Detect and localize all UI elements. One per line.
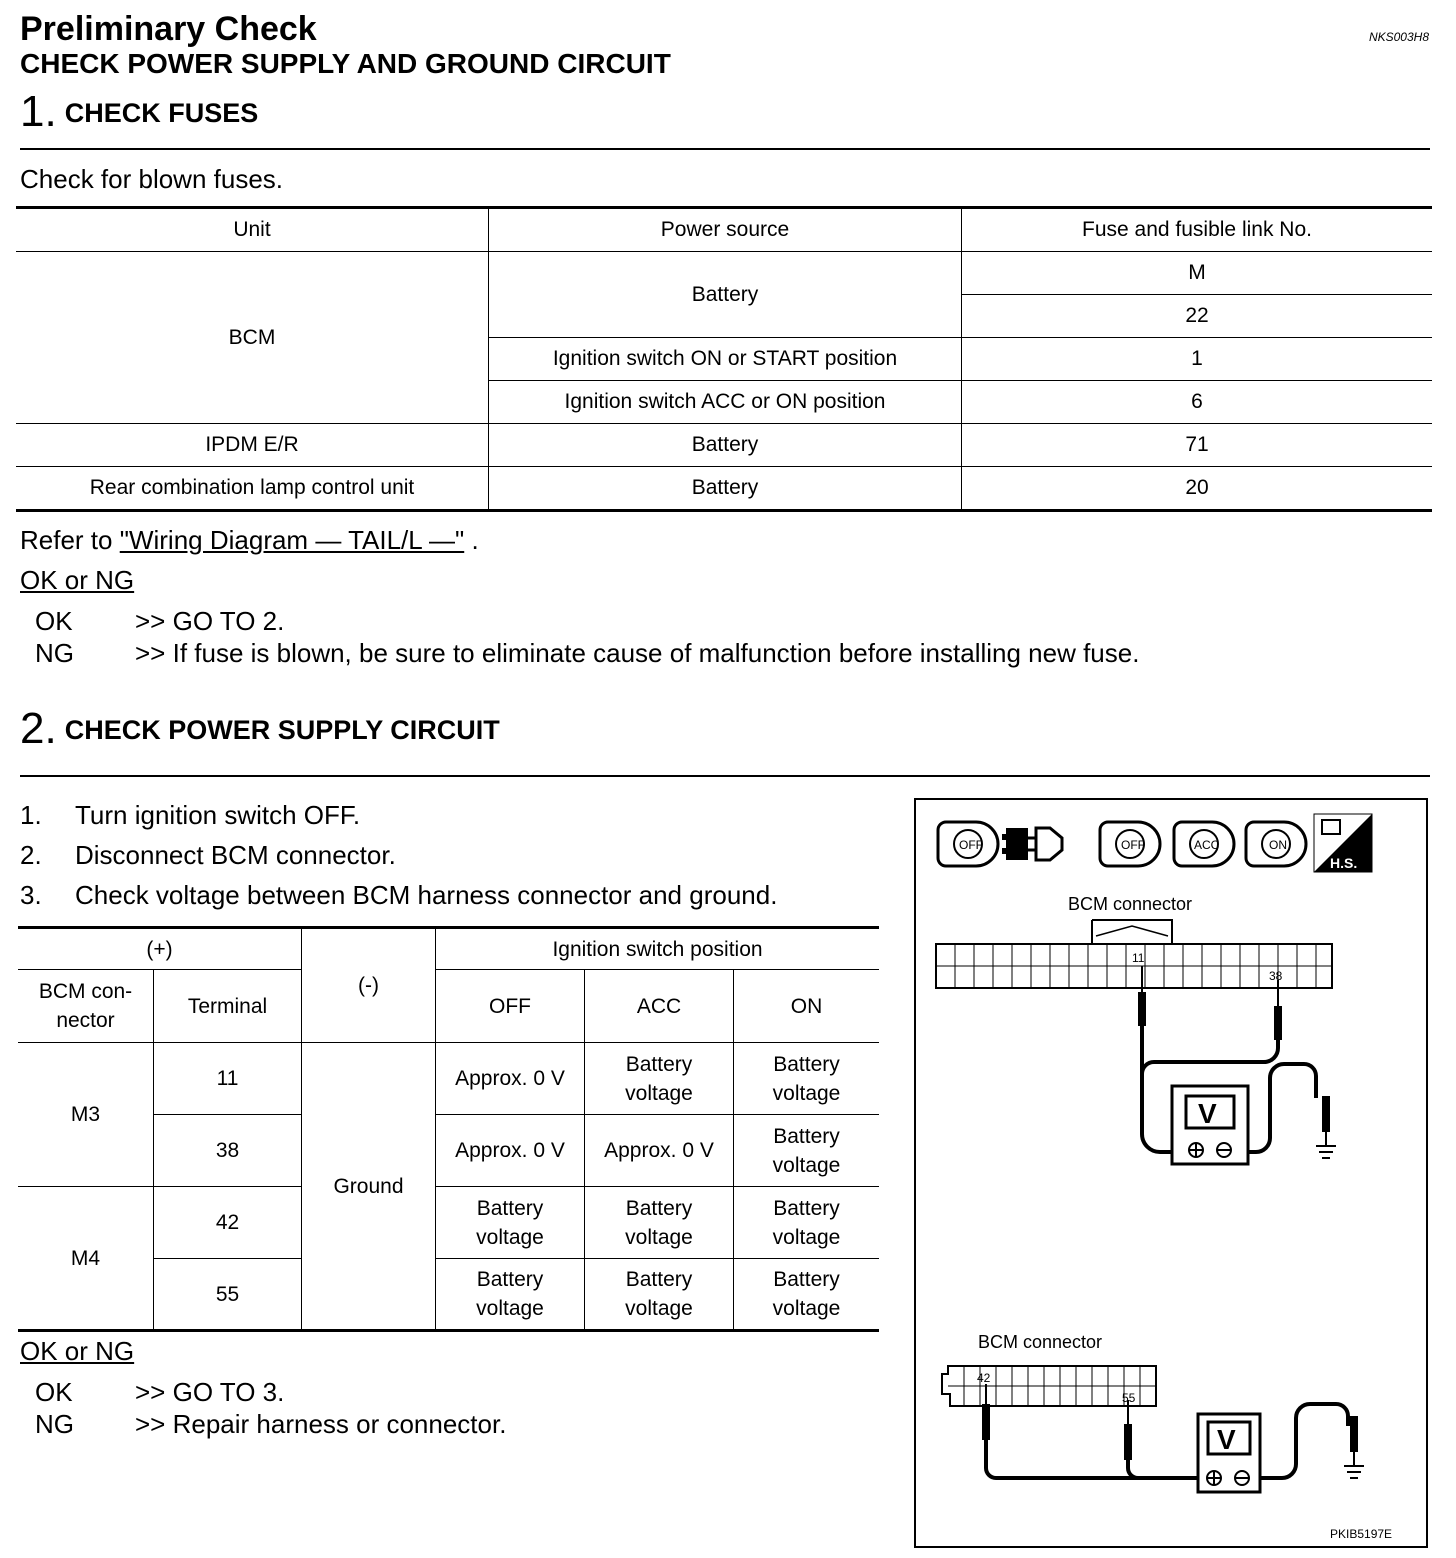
header-bcm-l1: BCM con-: [38, 980, 133, 1003]
cell-on: [734, 1043, 880, 1115]
fuse-table: [16, 206, 1432, 512]
table-row: [18, 1187, 879, 1259]
figure-code: PKIB5197E: [1330, 1527, 1393, 1541]
icon-label: ACC: [1194, 838, 1220, 852]
cell-acc-text: Battery voltage: [625, 1196, 693, 1249]
item-text: Disconnect BCM connector.: [75, 840, 396, 870]
cell-connector: M3: [18, 1043, 154, 1187]
refer-suffix: .: [464, 525, 479, 555]
page-subtitle: CHECK POWER SUPPLY AND GROUND CIRCUIT: [20, 48, 671, 79]
table-row: [16, 467, 1432, 511]
cell-acc: [585, 1259, 734, 1331]
cell-terminal: 55: [154, 1259, 302, 1331]
ok-result: [35, 605, 284, 637]
step2-heading: [20, 705, 500, 754]
cell-off-text: Battery voltage: [476, 1196, 544, 1249]
list-item: [20, 875, 777, 915]
ok-text: >> GO TO 2.: [135, 606, 285, 636]
top-bcm-connector: [936, 920, 1332, 988]
step2-title: CHECK POWER SUPPLY CIRCUIT: [64, 715, 500, 745]
cell-acc: [585, 1187, 734, 1259]
cell-on-text: Battery voltage: [772, 1196, 841, 1249]
key-off-icon: [1100, 822, 1160, 866]
cell-fuse: 71: [962, 424, 1433, 467]
table-row: [16, 424, 1432, 467]
diagram-svg: [916, 800, 1426, 1546]
header-power-source: Power source: [489, 208, 962, 252]
ng-text: >> If fuse is blown, be sure to eliminate cause of malfunction before installing new fuse.: [135, 638, 1140, 668]
cell-terminal: 42: [154, 1187, 302, 1259]
ng-label: NG: [35, 1409, 74, 1439]
cell-acc-text: Battery voltage: [625, 1052, 693, 1105]
cell-unit: BCM: [16, 252, 489, 424]
cell-fuse: 22: [962, 295, 1433, 338]
header-terminal: Terminal: [154, 970, 302, 1043]
cell-off: [436, 1259, 585, 1331]
item-number: 1.: [20, 800, 42, 830]
header-off: OFF: [436, 970, 585, 1043]
header-fuse: Fuse and fusible link No.: [962, 208, 1433, 252]
divider: [20, 148, 1430, 150]
step2-number: 2.: [20, 704, 57, 753]
list-item: [20, 795, 777, 835]
header-minus: (-): [302, 928, 436, 1043]
header-unit: Unit: [16, 208, 489, 252]
cell-fuse: 20: [962, 467, 1433, 511]
pin-label: 11: [1132, 951, 1145, 965]
wiring-diagram-link[interactable]: "Wiring Diagram — TAIL/L —": [119, 525, 465, 555]
cell-on: [734, 1259, 880, 1331]
probe-wires-bottom: [982, 1384, 1364, 1478]
cell-on-text: Battery voltage: [772, 1268, 841, 1320]
step1-title: CHECK FUSES: [64, 98, 259, 128]
step1-heading: [20, 88, 258, 137]
meter-label: V: [1217, 1424, 1236, 1455]
pin-label: 38: [1269, 969, 1283, 983]
cell-on-text: Battery voltage: [772, 1124, 841, 1177]
top-connector-label: BCM connector: [1068, 894, 1193, 914]
pin-label: 42: [977, 1371, 991, 1385]
cell-off: Approx. 0 V: [436, 1043, 585, 1115]
icon-label: ON: [1269, 838, 1287, 852]
table-header-row: [16, 208, 1432, 252]
bottom-bcm-connector: [942, 1366, 1156, 1406]
cell-acc: [585, 1043, 734, 1115]
item-text: Turn ignition switch OFF.: [75, 800, 361, 830]
cell-source: Battery: [489, 424, 962, 467]
cell-off: [436, 1187, 585, 1259]
doc-code: NKS003H8: [1368, 30, 1429, 44]
cell-source: Ignition switch ON or START position: [489, 338, 962, 381]
meter-label: V: [1198, 1098, 1217, 1129]
refer-prefix: Refer to: [20, 525, 120, 555]
cell-off-text: Battery voltage: [476, 1268, 544, 1320]
ng-text: >> Repair harness or connector.: [135, 1409, 507, 1439]
header-plus: (+): [18, 928, 302, 970]
step1-intro: Check for blown fuses.: [20, 164, 284, 194]
step1-number: 1.: [20, 87, 57, 136]
cell-off: Approx. 0 V: [436, 1115, 585, 1187]
header-bcm-l2: nector: [56, 1009, 115, 1032]
cell-unit: IPDM E/R: [16, 424, 489, 467]
cell-terminal: 38: [154, 1115, 302, 1187]
table-header-row: [18, 928, 879, 970]
harness-side-icon: [1314, 814, 1372, 872]
ok-label: OK: [35, 1377, 73, 1407]
page-title: Preliminary Check: [20, 10, 317, 48]
key-acc-icon: [1174, 822, 1234, 866]
cell-on-text: Battery voltage: [772, 1052, 841, 1105]
cell-on: [734, 1115, 880, 1187]
cell-connector: M4: [18, 1187, 154, 1331]
header-on: ON: [734, 970, 880, 1043]
cell-source: Ignition switch ACC or ON position: [489, 381, 962, 424]
icon-label: OFF: [1121, 838, 1145, 852]
cell-on: [734, 1187, 880, 1259]
item-number: 2.: [20, 840, 42, 870]
wiring-test-diagram: [914, 798, 1428, 1548]
ng-result: [35, 1408, 506, 1440]
ng-label: NG: [35, 638, 74, 668]
cell-terminal: 11: [154, 1043, 302, 1115]
cell-acc-text: Battery voltage: [625, 1268, 693, 1320]
table-row: [16, 252, 1432, 295]
ok-text: >> GO TO 3.: [135, 1377, 285, 1407]
voltage-table: [18, 926, 879, 1332]
ok-ng-label: OK or NG: [20, 1336, 135, 1366]
ok-ng-label: OK or NG: [20, 565, 135, 595]
cell-fuse: 6: [962, 381, 1433, 424]
table-row: [18, 1043, 879, 1115]
ok-result: [35, 1376, 284, 1408]
pin-label: 55: [1122, 1391, 1136, 1405]
voltmeter: [1172, 1086, 1248, 1164]
icon-label: H.S.: [1330, 855, 1358, 871]
item-text: Check voltage between BCM harness connector and ground.: [75, 880, 778, 910]
cell-source: Battery: [489, 467, 962, 511]
cell-ground: Ground: [302, 1043, 436, 1331]
key-off-icon: [938, 822, 998, 866]
cell-fuse: M: [962, 252, 1433, 295]
instruction-list: [20, 795, 777, 915]
divider: [20, 775, 1430, 777]
bottom-connector-label: BCM connector: [978, 1332, 1103, 1352]
item-number: 3.: [20, 880, 42, 910]
header-ignition: Ignition switch position: [436, 928, 880, 970]
table-header-row: [18, 970, 879, 1043]
cell-fuse: 1: [962, 338, 1433, 381]
ng-result: [35, 637, 1139, 669]
refer-line: [20, 525, 479, 555]
cell-acc: Approx. 0 V: [585, 1115, 734, 1187]
header-bcm-connector: [18, 970, 154, 1043]
cell-unit: Rear combination lamp control unit: [16, 467, 489, 511]
list-item: [20, 835, 777, 875]
voltmeter: [1198, 1414, 1260, 1492]
header-acc: ACC: [585, 970, 734, 1043]
disconnect-icon: [1002, 828, 1062, 860]
cell-source: Battery: [489, 252, 962, 338]
ok-label: OK: [35, 606, 73, 636]
icon-label: OFF: [959, 838, 983, 852]
key-on-icon: [1246, 822, 1306, 866]
